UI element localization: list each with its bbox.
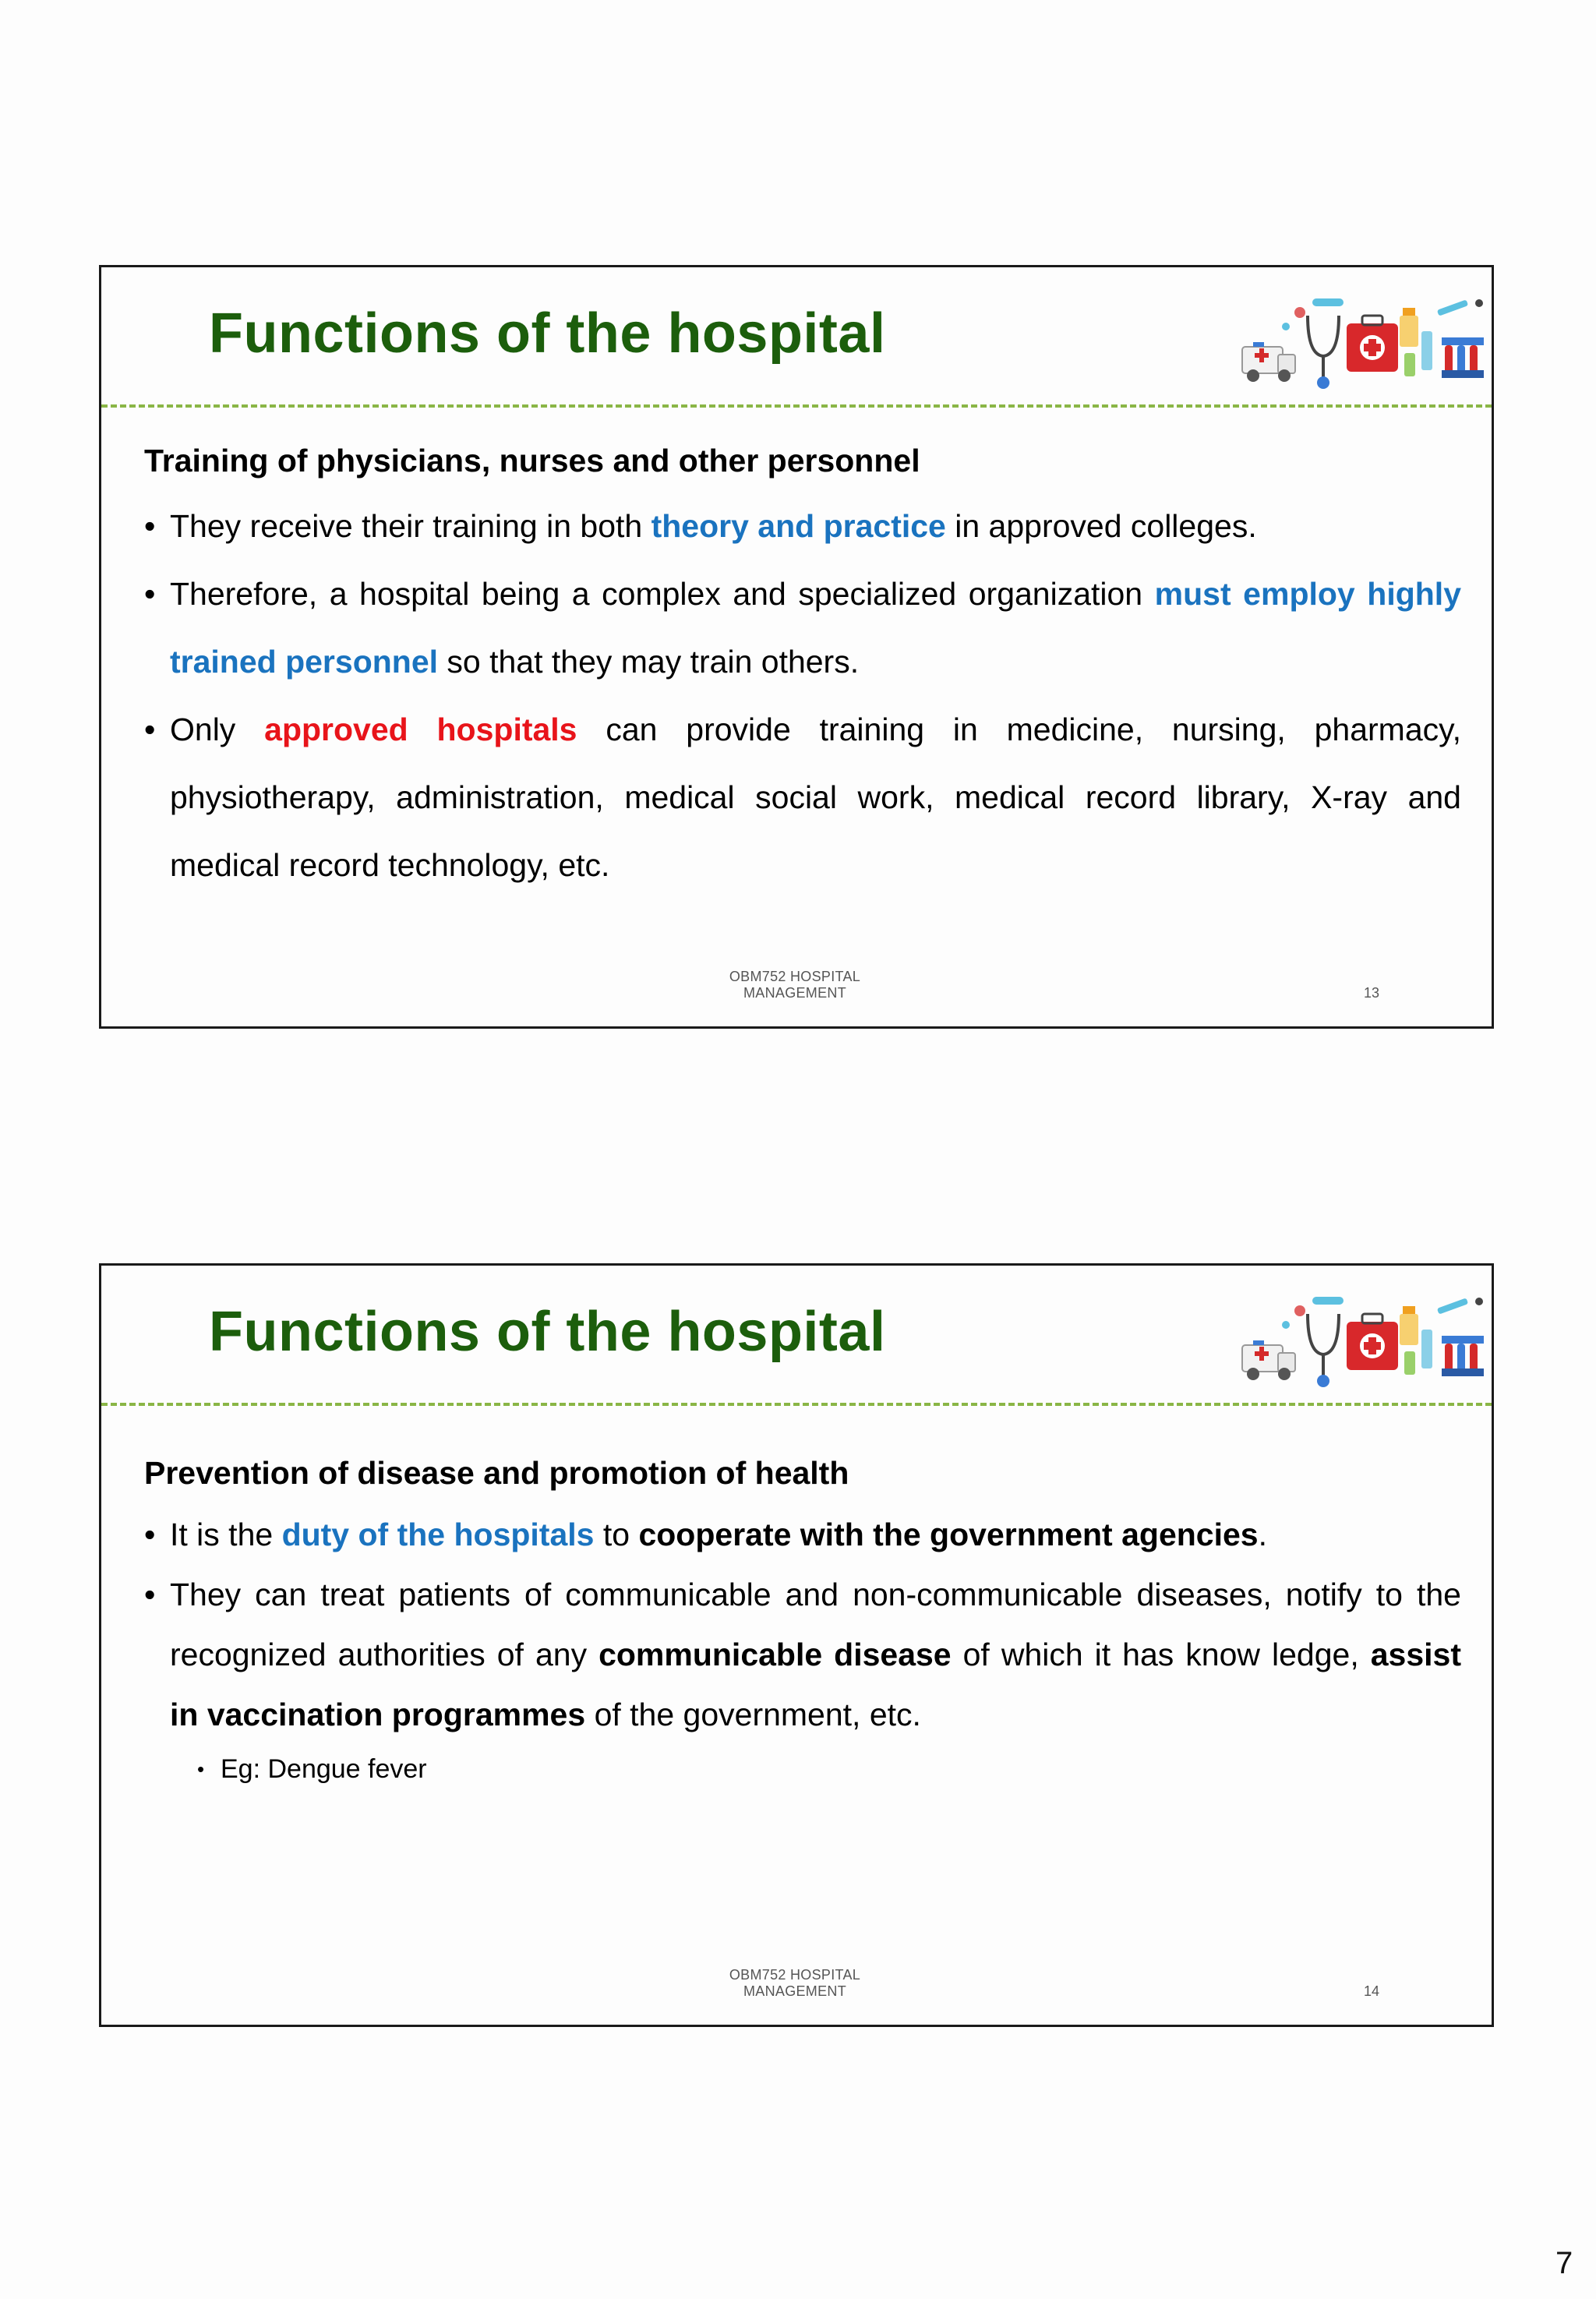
bullet-item	[144, 560, 1461, 696]
bullet-text: so that they may train others.	[438, 644, 860, 680]
title-divider	[101, 1403, 1492, 1406]
slide-14	[99, 1263, 1494, 2027]
slide-footer: OBM752 HOSPITAL MANAGEMENT	[729, 1967, 861, 1999]
slide-subheading: Training of physicians, nurses and other personnel	[144, 443, 920, 479]
bold-text: communicable disease	[598, 1637, 952, 1673]
bold-text: cooperate with the government agencies	[638, 1517, 1259, 1553]
medical-illustration	[1238, 292, 1488, 398]
slide-number: 14	[1364, 1983, 1380, 1999]
sub-bullet-item: • Eg: Dengue fever	[144, 1745, 1461, 1793]
bullet-item	[144, 1565, 1461, 1745]
bullet-text: of which it has know ledge,	[951, 1637, 1371, 1673]
bullet-text: of the government, etc.	[585, 1697, 921, 1733]
slide-content	[144, 440, 1461, 899]
bullet-text: to	[594, 1517, 639, 1553]
bullet-text: Therefore, a hospital being a complex and specialized organization	[170, 576, 1155, 613]
bullet-text: They can treat patients of communicable and non-communicable diseases, notify to the recognized authorities of any	[170, 1577, 1461, 1673]
slide-subheading: Prevention of disease and promotion of health	[144, 1455, 849, 1491]
slide-title: Functions of the hospital	[209, 302, 886, 365]
bullet-text: Only	[170, 712, 265, 748]
slide-content	[144, 1453, 1461, 1793]
bullet-text: can provide training in medicine, nursing, pharmacy, physiotherapy, administration, medical social work, medical record library, X-ray and medical record technology, etc.	[170, 712, 1461, 884]
highlight-text: theory and practice	[651, 508, 946, 545]
bullet-text: in approved colleges.	[945, 508, 1257, 545]
highlight-text: duty of the hospitals	[281, 1517, 595, 1553]
bullet-item	[144, 493, 1461, 560]
title-divider	[101, 404, 1492, 408]
slide-title: Functions of the hospital	[209, 1301, 886, 1363]
page-number: 7	[1555, 2246, 1573, 2280]
bullet-text: .	[1258, 1517, 1267, 1553]
slide-13	[99, 265, 1494, 1029]
slide-footer: OBM752 HOSPITAL MANAGEMENT	[729, 969, 861, 1001]
bullet-text: They receive their training in both	[170, 508, 651, 545]
bullet-item	[144, 1505, 1461, 1565]
highlight-text: must employ highly trained personnel	[170, 576, 1461, 680]
bullet-item	[144, 696, 1461, 899]
slide-number: 13	[1364, 985, 1380, 1001]
bullet-text: It is the	[170, 1517, 282, 1553]
highlight-text: approved hospitals	[264, 712, 577, 748]
bold-text: assist in vaccination programmes	[170, 1637, 1462, 1733]
medical-illustration	[1238, 1291, 1488, 1397]
